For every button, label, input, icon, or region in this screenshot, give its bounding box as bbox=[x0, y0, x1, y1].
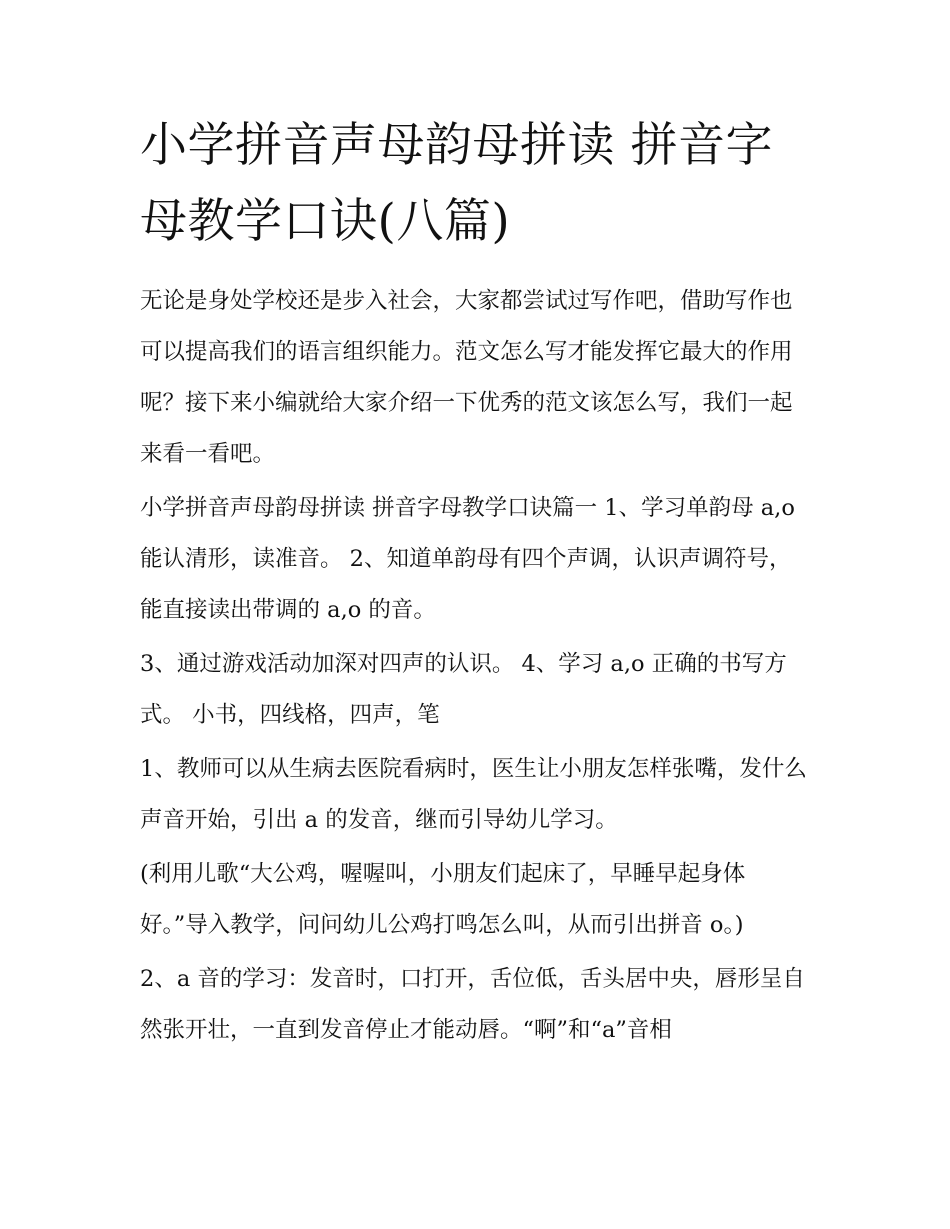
document-title: 小学拼音声母韵母拼读 拼音字母教学口诀(八篇) bbox=[140, 118, 773, 249]
body-paragraph-3: 1、教师可以从生病去医院看病时，医生让小朋友怎样张嘴，发什么声音开始，引出 a 的发音，继而引导幼儿学习。 bbox=[140, 756, 807, 833]
intro-paragraph: 无论是身处学校还是步入社会，大家都尝试过写作吧，借助写作也可以提高我们的语言组织能力。范文怎么写才能发挥它最大的作用呢？接下来小编就给大家介绍一下优秀的范文该怎么写，我们一起来看一看吧。 bbox=[140, 288, 793, 467]
body-paragraph-5: 2、a 音的学习：发音时，口打开，舌位低，舌头居中央，唇形呈自然张开壮，一直到发音停止才能动唇。“啊”和“a”音相 bbox=[140, 966, 805, 1043]
body-paragraph-1: 小学拼音声母韵母拼读 拼音字母教学口诀篇一 1、学习单韵母 a,o 能认清形，读准音。 2、知道单韵母有四个声调，认识声调符号，能直接读出带调的 a,o 的音。 bbox=[140, 495, 795, 623]
document-body bbox=[140, 108, 812, 1056]
body-paragraph-4: (利用儿歌“大公鸡，喔喔叫，小朋友们起床了，早睡早起身体好。”导入教学，问问幼儿公鸡打鸣怎么叫，从而引出拼音 o。) bbox=[140, 861, 746, 938]
body-paragraph-2: 3、通过游戏活动加深对四声的认识。 4、学习 a,o 正确的书写方式。 小书，四线格，四声，笔 bbox=[140, 651, 787, 728]
